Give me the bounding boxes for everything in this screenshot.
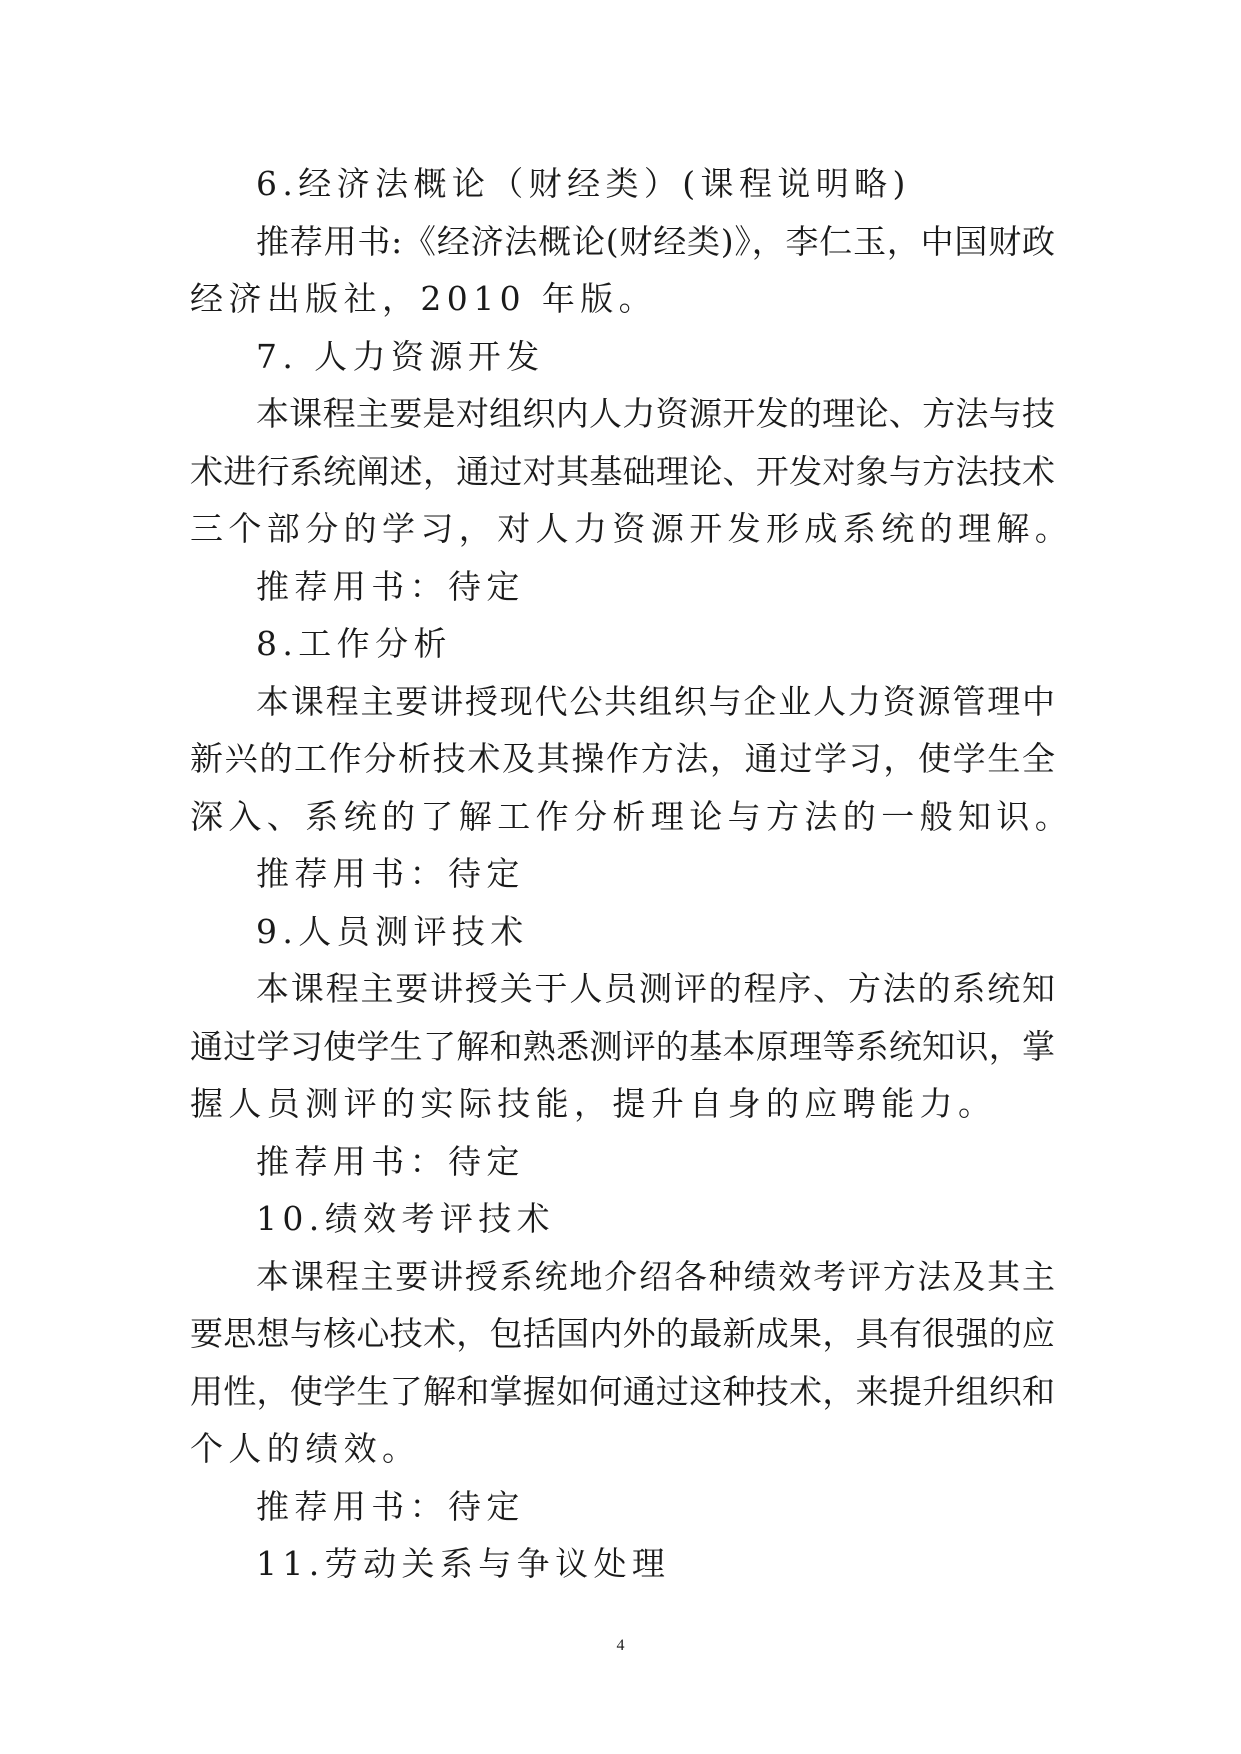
paragraph-line: 通过学习使学生了解和熟悉测评的基本原理等系统知识，掌 <box>190 1026 1055 1066</box>
paragraph-line: 经济出版社，2010 年版。 <box>190 279 658 318</box>
paragraph-line: 个人的绩效。 <box>190 1429 421 1468</box>
section-heading: 10.绩效考评技术 <box>256 1199 556 1238</box>
page-number: 4 <box>616 1637 625 1654</box>
paragraph-line: 推荐用书:《经济法概论(财经类)》，李仁玉，中国财政 <box>256 221 1055 261</box>
section-heading: 8.工作分析 <box>256 624 452 663</box>
section-heading: 9.人员测评技术 <box>256 911 529 951</box>
section-heading: 11.劳动关系与争议处理 <box>256 1544 671 1583</box>
paragraph-line: 本课程主要讲授关于人员测评的程序、方法的系统知 <box>256 969 1055 1008</box>
recommended-book-line: 推荐用书：待定 <box>256 1486 525 1526</box>
recommended-book-line: 推荐用书：待定 <box>256 1141 525 1181</box>
paragraph-line: 三个部分的学习，对人力资源开发形成系统的理解。 <box>190 509 1074 548</box>
paragraph-line: 本课程主要讲授现代公共组织与企业人力资源管理中 <box>256 681 1055 721</box>
paragraph-line: 术进行系统阐述，通过对其基础理论、开发对象与方法技术 <box>190 451 1055 491</box>
section-heading: 7. 人力资源开发 <box>256 336 545 376</box>
paragraph-line: 新兴的工作分析技术及其操作方法，通过学习，使学生全 <box>190 739 1055 778</box>
recommended-book-line: 推荐用书：待定 <box>256 566 525 606</box>
paragraph-line: 握人员测评的实际技能，提升自身的应聘能力。 <box>190 1084 997 1123</box>
paragraph-line: 本课程主要讲授系统地介绍各种绩效考评方法及其主 <box>256 1256 1055 1296</box>
recommended-book-line: 推荐用书：待定 <box>256 854 525 893</box>
paragraph-line: 本课程主要是对组织内人力资源开发的理论、方法与技 <box>256 394 1055 433</box>
section-heading: 6.经济法概论（财经类）(课程说明略) <box>256 164 911 203</box>
paragraph-line: 要思想与核心技术，包括国内外的最新成果，具有很强的应 <box>190 1314 1055 1353</box>
body-text <box>190 155 1074 1593</box>
paragraph-line: 用性，使学生了解和掌握如何通过这种技术，来提升组织和 <box>190 1371 1055 1411</box>
paragraph-line: 深入、系统的了解工作分析理论与方法的一般知识。 <box>190 796 1074 836</box>
